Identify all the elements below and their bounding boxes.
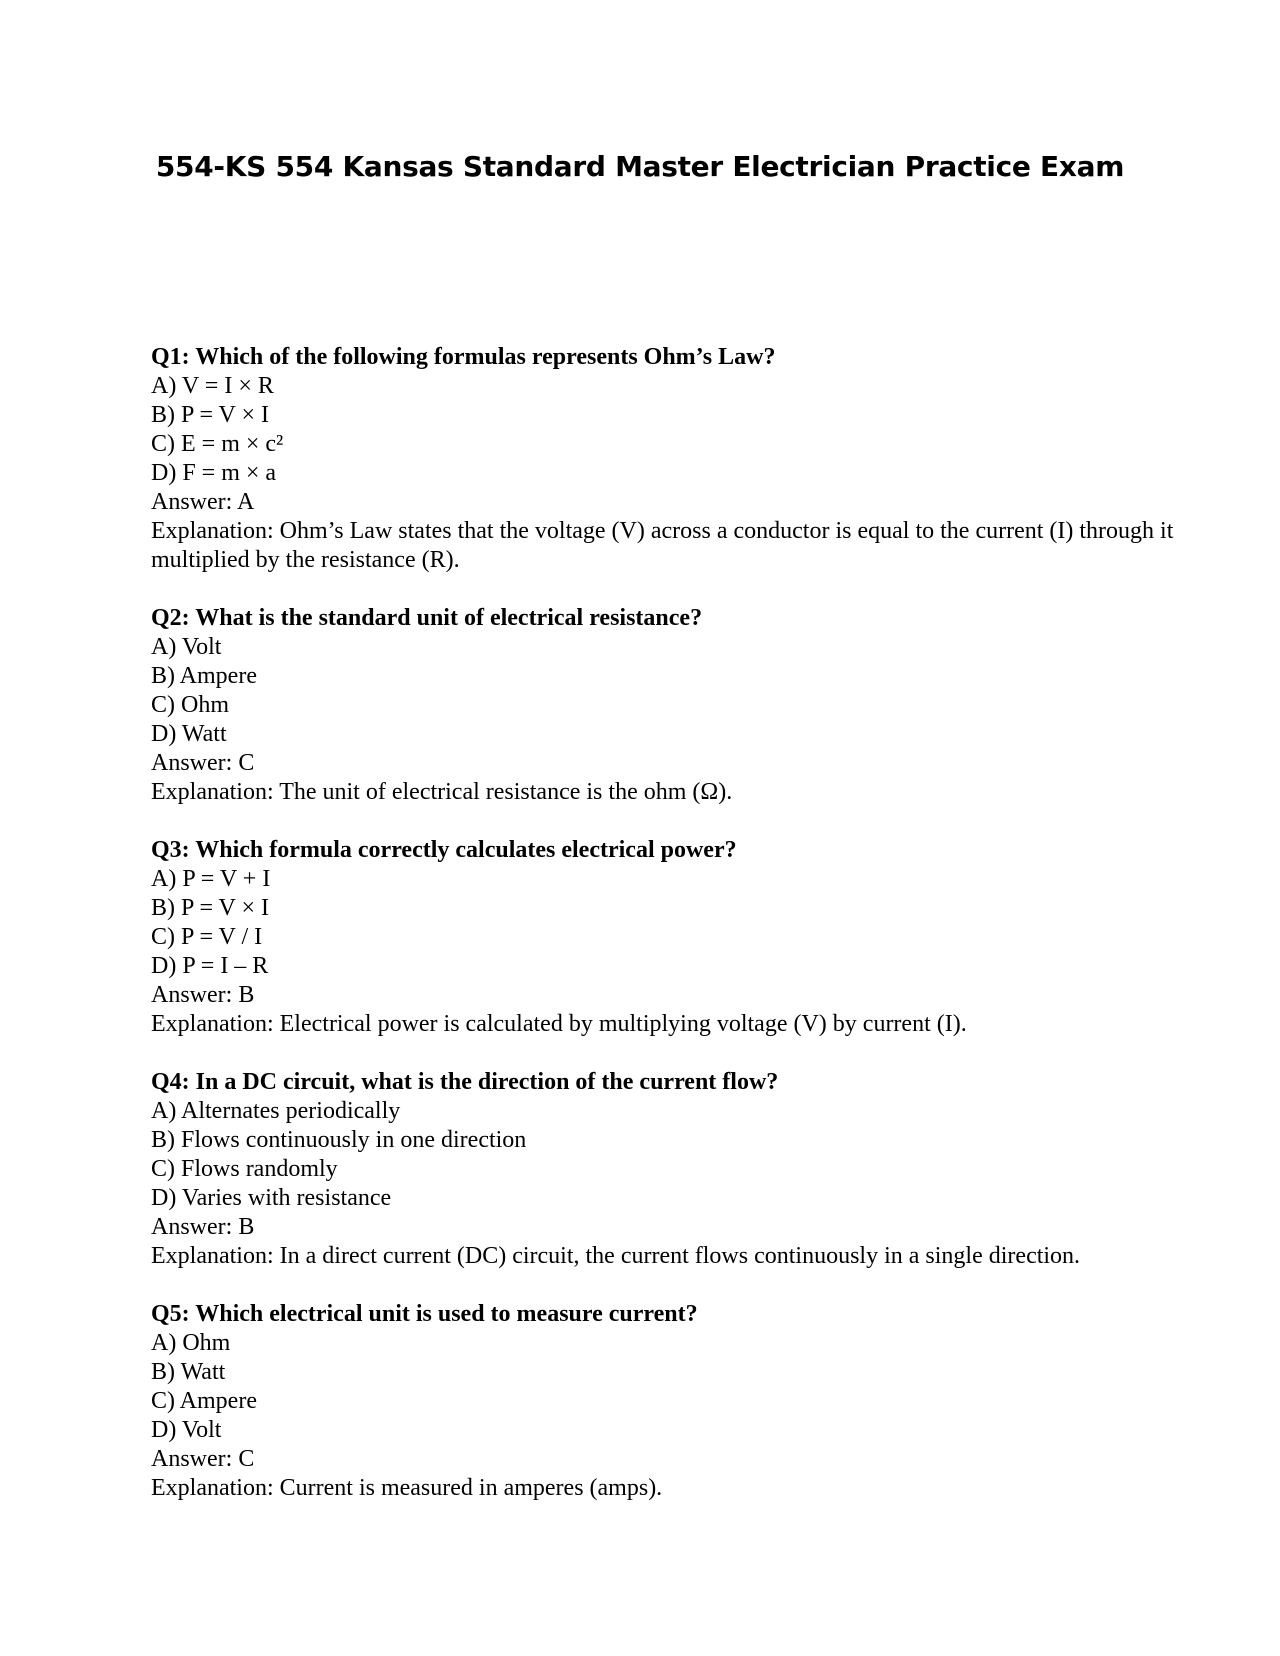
question-text: Q2: What is the standard unit of electrical resistance? <box>151 605 703 631</box>
explanation-text: Explanation: Current is measured in amperes (amps). <box>151 1475 663 1501</box>
explanation-text: Explanation: In a direct current (DC) circuit, the current flows continuously in a single direction. <box>151 1243 1081 1269</box>
option-b: B) P = V × I <box>151 402 269 428</box>
option-d: D) Watt <box>151 721 227 747</box>
option-b: B) Flows continuously in one direction <box>151 1127 527 1153</box>
explanation-text: Explanation: Ohm’s Law states that the voltage (V) across a conductor is equal to the current (I) through it multiplied by the resistance (R). <box>151 518 1174 573</box>
answer-line: Answer: C <box>151 750 255 776</box>
option-c: C) P = V / I <box>151 924 263 950</box>
option-a: A) Volt <box>151 634 222 660</box>
option-b: B) Watt <box>151 1359 226 1385</box>
option-a: A) P = V + I <box>151 866 271 892</box>
option-c: C) E = m × c² <box>151 431 284 457</box>
option-d: D) F = m × a <box>151 460 277 486</box>
answer-line: Answer: A <box>151 489 255 515</box>
answer-line: Answer: B <box>151 1214 255 1240</box>
question-block-2 <box>151 604 1261 807</box>
question-text: Q1: Which of the following formulas represents Ohm’s Law? <box>151 344 776 370</box>
question-text: Q4: In a DC circuit, what is the direction of the current flow? <box>151 1069 779 1095</box>
option-d: D) P = I – R <box>151 953 269 979</box>
question-block-4 <box>151 1068 1261 1271</box>
answer-line: Answer: B <box>151 982 255 1008</box>
question-list <box>151 343 1261 1532</box>
option-b: B) Ampere <box>151 663 257 689</box>
option-a: A) V = I × R <box>151 373 274 399</box>
option-c: C) Ohm <box>151 692 229 718</box>
option-d: D) Varies with resistance <box>151 1185 392 1211</box>
option-c: C) Ampere <box>151 1388 257 1414</box>
page-title: 554-KS 554 Kansas Standard Master Electrician Practice Exam <box>155 150 1125 183</box>
explanation-text: Explanation: The unit of electrical resistance is the ohm (Ω). <box>151 779 733 805</box>
question-text: Q5: Which electrical unit is used to measure current? <box>151 1301 698 1327</box>
option-a: A) Alternates periodically <box>151 1098 401 1124</box>
answer-line: Answer: C <box>151 1446 255 1472</box>
option-b: B) P = V × I <box>151 895 269 921</box>
option-c: C) Flows randomly <box>151 1156 338 1182</box>
question-block-3 <box>151 836 1261 1039</box>
explanation-text: Explanation: Electrical power is calculated by multiplying voltage (V) by current (I). <box>151 1011 967 1037</box>
option-d: D) Volt <box>151 1417 222 1443</box>
option-a: A) Ohm <box>151 1330 231 1356</box>
question-block-5 <box>151 1300 1261 1503</box>
question-text: Q3: Which formula correctly calculates electrical power? <box>151 837 737 863</box>
question-block-1 <box>151 343 1261 575</box>
